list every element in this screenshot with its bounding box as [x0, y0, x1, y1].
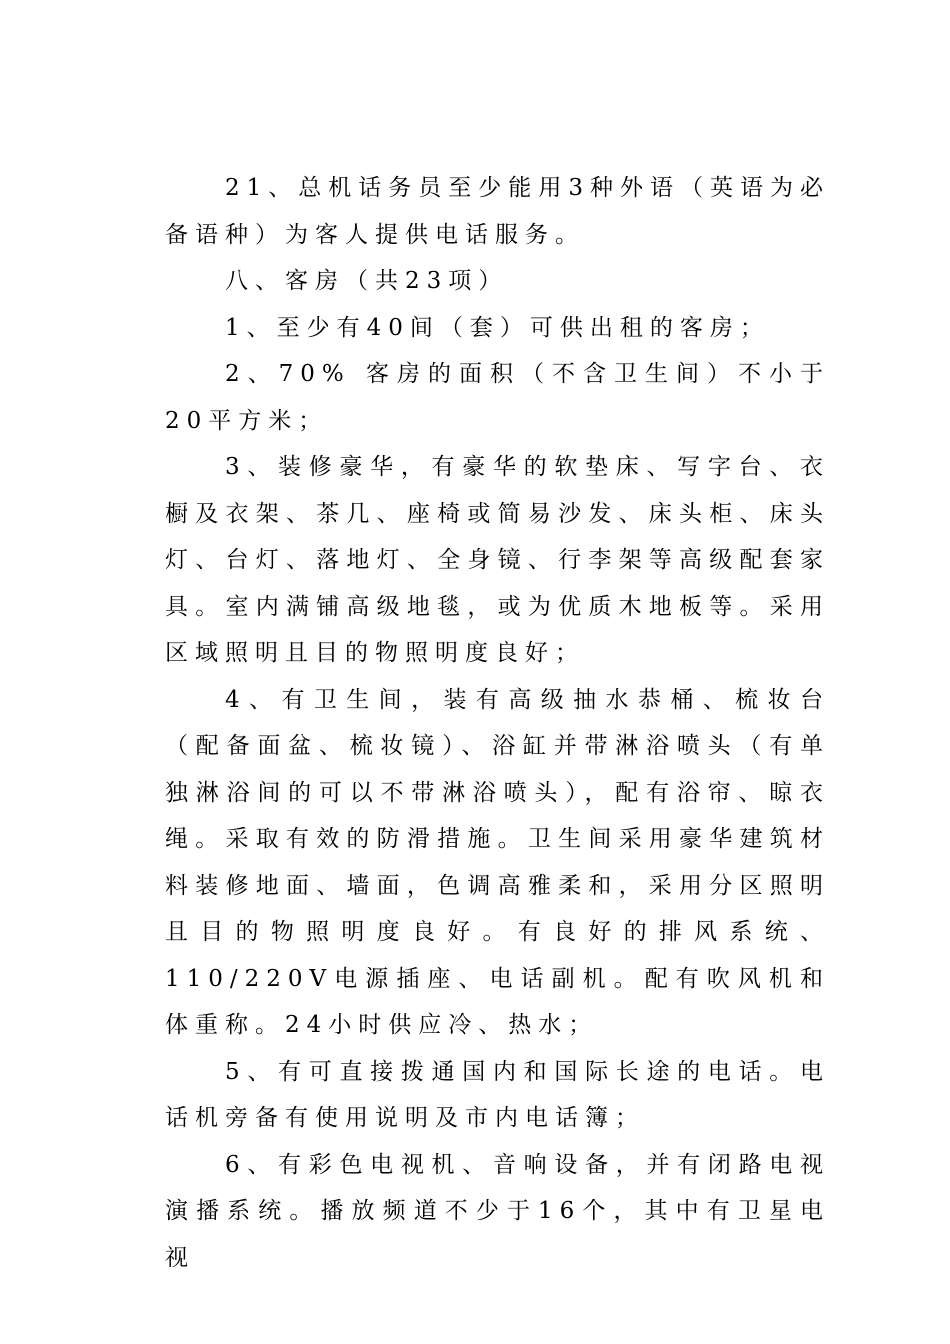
paragraph-item-21-phone-service: 21、总机话务员至少能用3种外语（英语为必备语种）为客人提供电话服务。: [165, 175, 830, 248]
paragraph-item-3-furnishing: 3、装修豪华，有豪华的软垫床、写字台、衣橱及衣架、茶几、座椅或简易沙发、床头柜、床头灯、台灯、落地灯、全身镜、行李架等高级配套家具。室内满铺高级地毯，或为优质木地板等。采用区域照明且目的物照明度良好；: [165, 454, 830, 666]
paragraph-item-1-room-count: 1、至少有40间（套）可供出租的客房；: [225, 314, 770, 341]
paragraph-item-6-television: 6、有彩色电视机、音响设备，并有闭路电视演播系统。播放频道不少于16个，其中有卫星电视: [165, 1151, 830, 1271]
paragraph-item-4-bathroom: 4、有卫生间，装有高级抽水恭桶、梳妆台（配备面盆、梳妆镜）、浴缸并带淋浴喷头（有单独淋浴间的可以不带淋浴喷头），配有浴帘、晾衣绳。采取有效的防滑措施。卫生间采用豪华建筑材料装修地面、墙面，色调高雅柔和，采用分区照明且目的物照明度良好。有良好的排风系统、110/220V电源插座、电话副机。配有吹风机和体重称。24小时供应冷、热水；: [165, 686, 830, 1038]
paragraph-item-2-room-area: 2、70% 客房的面积（不含卫生间）不小于20平方米；: [165, 361, 830, 434]
paragraph-item-5-telephone: 5、有可直接拨通国内和国际长途的电话。电话机旁备有使用说明及市内电话簿；: [165, 1058, 830, 1131]
section-heading-guest-rooms: 八、客房（共23项）: [225, 268, 509, 294]
document-body: [165, 165, 830, 1281]
